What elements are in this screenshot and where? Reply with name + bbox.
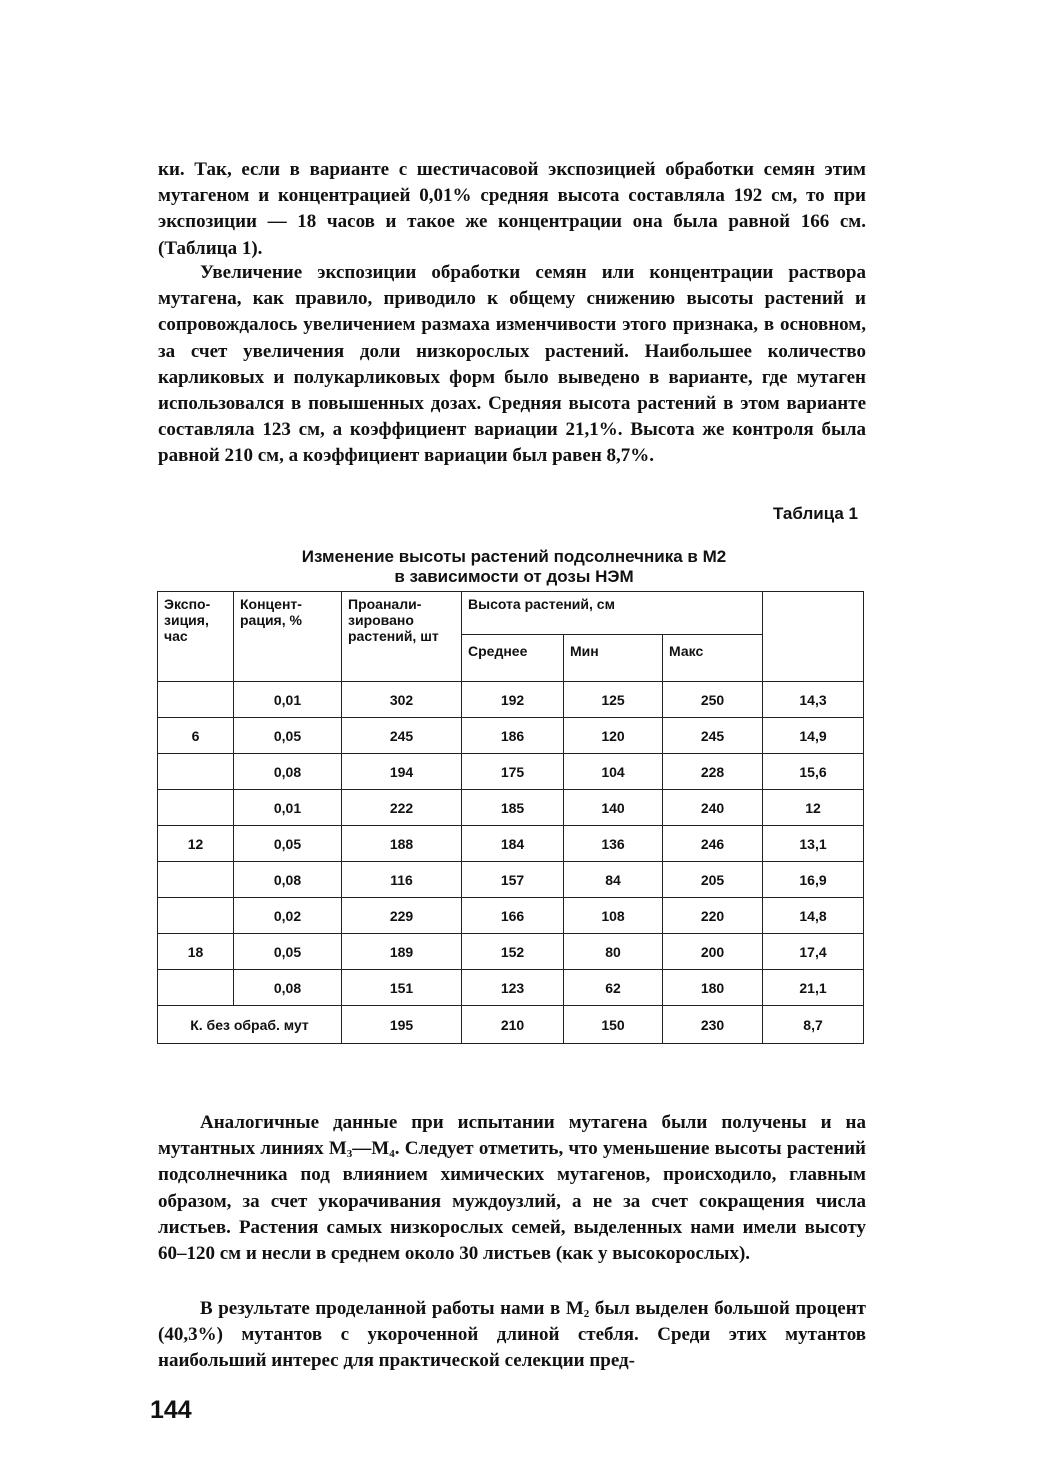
cell-mean: 185 bbox=[462, 790, 564, 826]
cell-cv: 14,8 bbox=[763, 898, 864, 934]
cell-max: 250 bbox=[663, 682, 763, 718]
header-cv bbox=[763, 592, 864, 682]
cell-min: 136 bbox=[564, 826, 663, 862]
cell-min: 120 bbox=[564, 718, 663, 754]
cell-concentration: 0,08 bbox=[234, 754, 342, 790]
subscript: 2 bbox=[583, 1308, 590, 1320]
cell-mean: 192 bbox=[462, 682, 564, 718]
cell-mean: 157 bbox=[462, 862, 564, 898]
cell-mean: 152 bbox=[462, 934, 564, 970]
cell-cv: 16,9 bbox=[763, 862, 864, 898]
paragraph-3-text-c: . Следует отметить, что уменьшение высоты растений подсолнечника под влиянием химических мутагенов, происходило, главным образом, за счет укорачивания муждоузлий, а не за счет сокращения числа листьев. Растения самых низкорослых семей, выделенных нами имели высоту 60–120 см и несли в среднем около 30 листьев (как у высокорослых). bbox=[158, 1138, 866, 1265]
cell-exposure: 6 bbox=[158, 718, 234, 754]
table-row bbox=[158, 862, 864, 898]
cell-mean: 166 bbox=[462, 898, 564, 934]
cell-concentration: 0,08 bbox=[234, 862, 342, 898]
cell-analyzed: 245 bbox=[342, 718, 462, 754]
cell-concentration: 0,05 bbox=[234, 934, 342, 970]
cell-mean: 186 bbox=[462, 718, 564, 754]
header-height: Высота растений, см bbox=[462, 592, 763, 635]
cell-max: 246 bbox=[663, 826, 763, 862]
cell-exposure: 12 bbox=[158, 826, 234, 862]
cell-cv: 12 bbox=[763, 790, 864, 826]
paragraph-3-text-a: Аналогичные данные при испытании мутагена были получены и на мутантных линиях М bbox=[158, 1112, 866, 1160]
cell-cv: 15,6 bbox=[763, 754, 864, 790]
cell-min: 125 bbox=[564, 682, 663, 718]
cell-min: 104 bbox=[564, 754, 663, 790]
page-number: 144 bbox=[150, 1396, 192, 1424]
cell-analyzed: 229 bbox=[342, 898, 462, 934]
table-caption-line-1: Изменение высоты растений подсолнечника в М2 bbox=[301, 547, 727, 566]
cell-concentration: 0,05 bbox=[234, 826, 342, 862]
cell-max: 240 bbox=[663, 790, 763, 826]
paragraph-4-text-a: В результате проделанной работы нами в М bbox=[200, 1298, 584, 1319]
paragraph-3 bbox=[158, 1110, 866, 1267]
cell-mean: 123 bbox=[462, 970, 564, 1006]
cell-min: 62 bbox=[564, 970, 663, 1006]
cell-mean: 184 bbox=[462, 826, 564, 862]
paragraph-4 bbox=[158, 1296, 866, 1375]
header-max: Макс bbox=[663, 635, 763, 682]
table-caption-line-2: в зависимости от дозы НЭМ bbox=[394, 567, 634, 586]
table-label: Таблица 1 bbox=[772, 504, 858, 523]
cell-exposure bbox=[158, 754, 234, 790]
cell-min: 108 bbox=[564, 898, 663, 934]
cell-max: 220 bbox=[663, 898, 763, 934]
cell-analyzed: 188 bbox=[342, 826, 462, 862]
cell-max: 200 bbox=[663, 934, 763, 970]
table-row bbox=[158, 898, 864, 934]
cell-cv: 14,9 bbox=[763, 718, 864, 754]
cell-exposure bbox=[158, 682, 234, 718]
cell-max: 205 bbox=[663, 862, 763, 898]
cell-exposure bbox=[158, 898, 234, 934]
paragraph-2: Увеличение экспозиции обработки семян или концентрации раствора мутагена, как правило, приводило к общему снижению высоты растений и сопровождалось увеличением размаха изменчивости этого признака, в основном, за счет увеличения доли низкорослых растений. Наибольшее количество карликовых и полукарликовых форм было выведено в варианте, где мутаген использовался в повышенных дозах. Средняя высота растений в этом варианте составляла 123 см, а коэффициент вариации 21,1%. Высота же контроля была равной 210 см, а коэффициент вариации был равен 8,7%. bbox=[158, 262, 866, 467]
header-analyzed: Проанали-зировано растений, шт bbox=[342, 592, 462, 682]
table-row bbox=[158, 718, 864, 754]
table-row bbox=[158, 790, 864, 826]
cell-max: 245 bbox=[663, 718, 763, 754]
cell-max: 180 bbox=[663, 970, 763, 1006]
cell-cv: 8,7 bbox=[763, 1006, 864, 1044]
cell-cv: 21,1 bbox=[763, 970, 864, 1006]
table-row bbox=[158, 970, 864, 1006]
cell-mean: 175 bbox=[462, 754, 564, 790]
table-row bbox=[158, 826, 864, 862]
cell-control-label: К. без обраб. мут bbox=[158, 1006, 342, 1044]
cell-max: 230 bbox=[663, 1006, 763, 1044]
header-concentration: Концент-рация, % bbox=[234, 592, 342, 682]
table-row-control bbox=[158, 1006, 864, 1044]
cell-min: 140 bbox=[564, 790, 663, 826]
cell-analyzed: 222 bbox=[342, 790, 462, 826]
cell-exposure bbox=[158, 970, 234, 1006]
cell-concentration: 0,01 bbox=[234, 790, 342, 826]
paragraph-1: ки. Так, если в варианте с шестичасовой экспозицией обработки семян этим мутагеном и концентрацией 0,01% средняя высота составляла 192 см, то при экспозиции — 18 часов и такое же концентрации она была равной 166 см. (Таблица 1). bbox=[158, 159, 866, 259]
header-min: Мин bbox=[564, 635, 663, 682]
table-row bbox=[158, 754, 864, 790]
cell-analyzed: 194 bbox=[342, 754, 462, 790]
paragraph-4-text-b: был выделен большой процент (40,3%) мутантов с укороченной длиной стебля. Среди этих мутантов наибольший интерес для практической селекции пред- bbox=[158, 1298, 866, 1372]
cell-analyzed: 189 bbox=[342, 934, 462, 970]
header-mean: Среднее bbox=[462, 635, 564, 682]
cell-analyzed: 116 bbox=[342, 862, 462, 898]
cell-exposure bbox=[158, 790, 234, 826]
header-exposure: Экспо-зиция, час bbox=[158, 592, 234, 682]
cell-min: 84 bbox=[564, 862, 663, 898]
cell-analyzed: 302 bbox=[342, 682, 462, 718]
height-table bbox=[157, 591, 864, 1044]
cell-concentration: 0,01 bbox=[234, 682, 342, 718]
cell-concentration: 0,02 bbox=[234, 898, 342, 934]
cell-cv: 17,4 bbox=[763, 934, 864, 970]
cell-analyzed: 195 bbox=[342, 1006, 462, 1044]
cell-concentration: 0,05 bbox=[234, 718, 342, 754]
table-row bbox=[158, 682, 864, 718]
cell-min: 80 bbox=[564, 934, 663, 970]
paragraph-3-text-b: —М bbox=[352, 1138, 390, 1160]
cell-exposure: 18 bbox=[158, 934, 234, 970]
cell-concentration: 0,08 bbox=[234, 970, 342, 1006]
cell-cv: 13,1 bbox=[763, 826, 864, 862]
cell-min: 150 bbox=[564, 1006, 663, 1044]
subscript: 4 bbox=[389, 1148, 395, 1161]
cell-mean: 210 bbox=[462, 1006, 564, 1044]
cell-analyzed: 151 bbox=[342, 970, 462, 1006]
cell-cv: 14,3 bbox=[763, 682, 864, 718]
cell-exposure bbox=[158, 862, 234, 898]
cell-max: 228 bbox=[663, 754, 763, 790]
table-row bbox=[158, 934, 864, 970]
subscript: 3 bbox=[346, 1148, 353, 1161]
